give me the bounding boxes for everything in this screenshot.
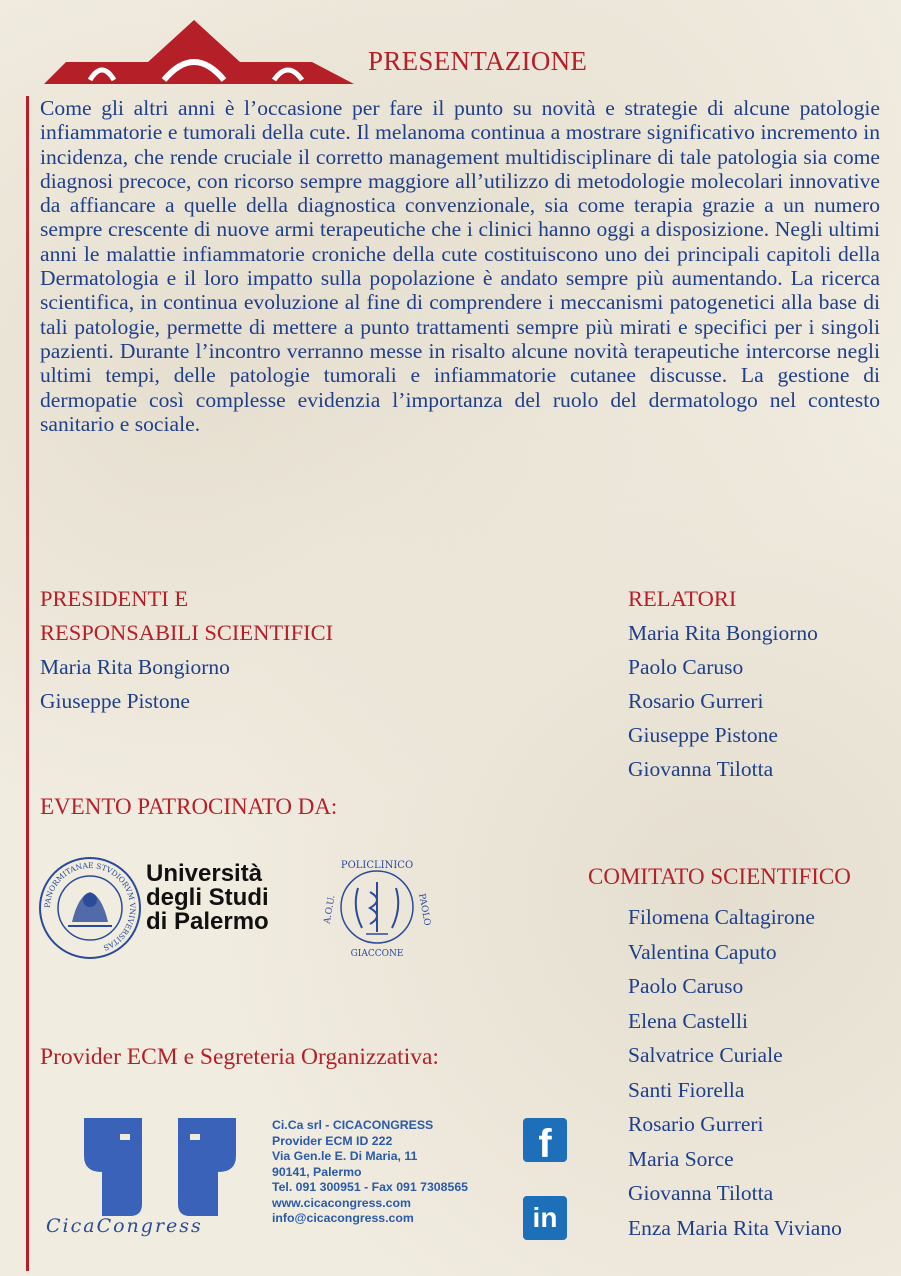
- heading-provider: Provider ECM e Segreteria Organizzativa:: [40, 1044, 439, 1070]
- list-item: Rosario Gurreri: [628, 689, 764, 713]
- facebook-icon[interactable]: f: [523, 1118, 567, 1162]
- contact-line: Ci.Ca srl - CICACONGRESS: [272, 1118, 434, 1132]
- policlinico-bottom-text: GIACCONE: [350, 949, 404, 959]
- heading-comitato: COMITATO SCIENTIFICO: [588, 864, 851, 889]
- list-item: Giuseppe Pistone: [628, 723, 778, 747]
- linkedin-icon[interactable]: in: [523, 1196, 567, 1240]
- list-item: Paolo Caruso: [628, 974, 744, 998]
- list-item: Filomena Caltagirone: [628, 905, 815, 929]
- policlinico-top-text: POLICLINICO: [340, 860, 414, 871]
- contact-block: [272, 1118, 468, 1227]
- university-name-line2: degli Studi: [146, 884, 269, 911]
- unipa-seal-text: PANORMITANAE STVDIORVM VNIVERSITAS: [42, 860, 138, 953]
- list-item: Maria Rita Bongiorno: [40, 655, 230, 679]
- list-item: Giovanna Tilotta: [628, 1181, 774, 1205]
- contact-line[interactable]: www.cicacongress.com: [272, 1195, 411, 1210]
- heading-patrocinio: EVENTO PATROCINATO DA:: [40, 794, 338, 819]
- contact-line: 90141, Palermo: [272, 1164, 362, 1179]
- list-item: Santi Fiorella: [628, 1077, 745, 1102]
- contact-line: Provider ECM ID 222: [272, 1133, 393, 1148]
- arch-logo-icon: [44, 16, 354, 84]
- left-accent-rule: [26, 96, 29, 1271]
- university-name: [146, 862, 269, 934]
- heading-presidenti: [40, 582, 333, 650]
- relatori-list: [628, 616, 818, 786]
- presidenti-list: [40, 650, 230, 718]
- policlinico-seal-icon: [318, 848, 436, 966]
- list-item: Salvatrice Curiale: [628, 1043, 783, 1067]
- heading-relatori: RELATORI: [628, 586, 737, 611]
- list-item: Elena Castelli: [628, 1008, 749, 1033]
- comitato-list: [628, 900, 842, 1245]
- list-item: Enza Maria Rita Viviano: [628, 1215, 842, 1240]
- cicacongress-wordmark: CicaCongress: [46, 1215, 203, 1237]
- policlinico-right-text: PAOLO: [416, 892, 432, 927]
- list-item: Maria Sorce: [628, 1146, 734, 1171]
- section-title-presentazione: PRESENTAZIONE: [368, 46, 588, 76]
- university-name-line1: Università: [146, 860, 263, 887]
- unipa-seal-icon: [38, 856, 142, 960]
- policlinico-left-text: A.O.U.: [322, 894, 338, 925]
- heading-presidenti-line1: PRESIDENTI E: [40, 586, 189, 611]
- list-item: Giovanna Tilotta: [628, 757, 774, 781]
- contact-line: Via Gen.le E. Di Maria, 11: [272, 1149, 418, 1163]
- list-item: Giuseppe Pistone: [40, 689, 190, 713]
- contact-line[interactable]: info@cicacongress.com: [272, 1211, 414, 1225]
- list-item: Paolo Caruso: [628, 655, 744, 679]
- list-item: Rosario Gurreri: [628, 1112, 764, 1136]
- university-name-line3: di Palermo: [146, 908, 269, 935]
- list-item: Valentina Caputo: [628, 939, 777, 964]
- heading-presidenti-line2: RESPONSABILI SCIENTIFICI: [40, 620, 334, 645]
- cicacongress-logo-icon: [80, 1112, 240, 1222]
- contact-line: Tel. 091 300951 - Fax 091 7308565: [272, 1180, 468, 1194]
- list-item: Maria Rita Bongiorno: [628, 621, 818, 645]
- intro-paragraph: Come gli altri anni è l’occasione per fare il punto su novità e strategie di alcune patologie infiammatorie e tumorali della cute. Il melanoma continua a mostrare significativo incremento in incidenza, che rende cruciale il corretto management multidisciplinare di tale patologia sia come diagnosi precoce, con ricorso sempre maggiore all’utilizzo di metodologie molecolari innovative da affiancare a quelle della diagnostica convenzionale, sia come terapia grazie a un numero sempre crescente di nuove armi terapeutiche che i clinici hanno oggi a disposizione. Negli ultimi anni le malattie infiammatorie croniche della cute costituiscono uno dei principali capitoli della Dermatologia e il loro impatto sulla popolazione è andato sempre più aumentando. La ricerca scientifica, in continua evoluzione al fine di comprendere i meccanismi patogenetici alla base di tali patologie, permette di mettere a punto trattamenti sempre più mirati e specifici per i singoli pazienti. Durante l’incontro verranno messe in risalto alcune novità terapeutiche intercorse negli ultimi tempi, delle patologie tumorali e infiammatorie cutanee discusse. La gestione di dermopatie così complesse evidenzia l’importanza del ruolo del dermatologo nel contesto sanitario e sociale.: [40, 96, 880, 436]
